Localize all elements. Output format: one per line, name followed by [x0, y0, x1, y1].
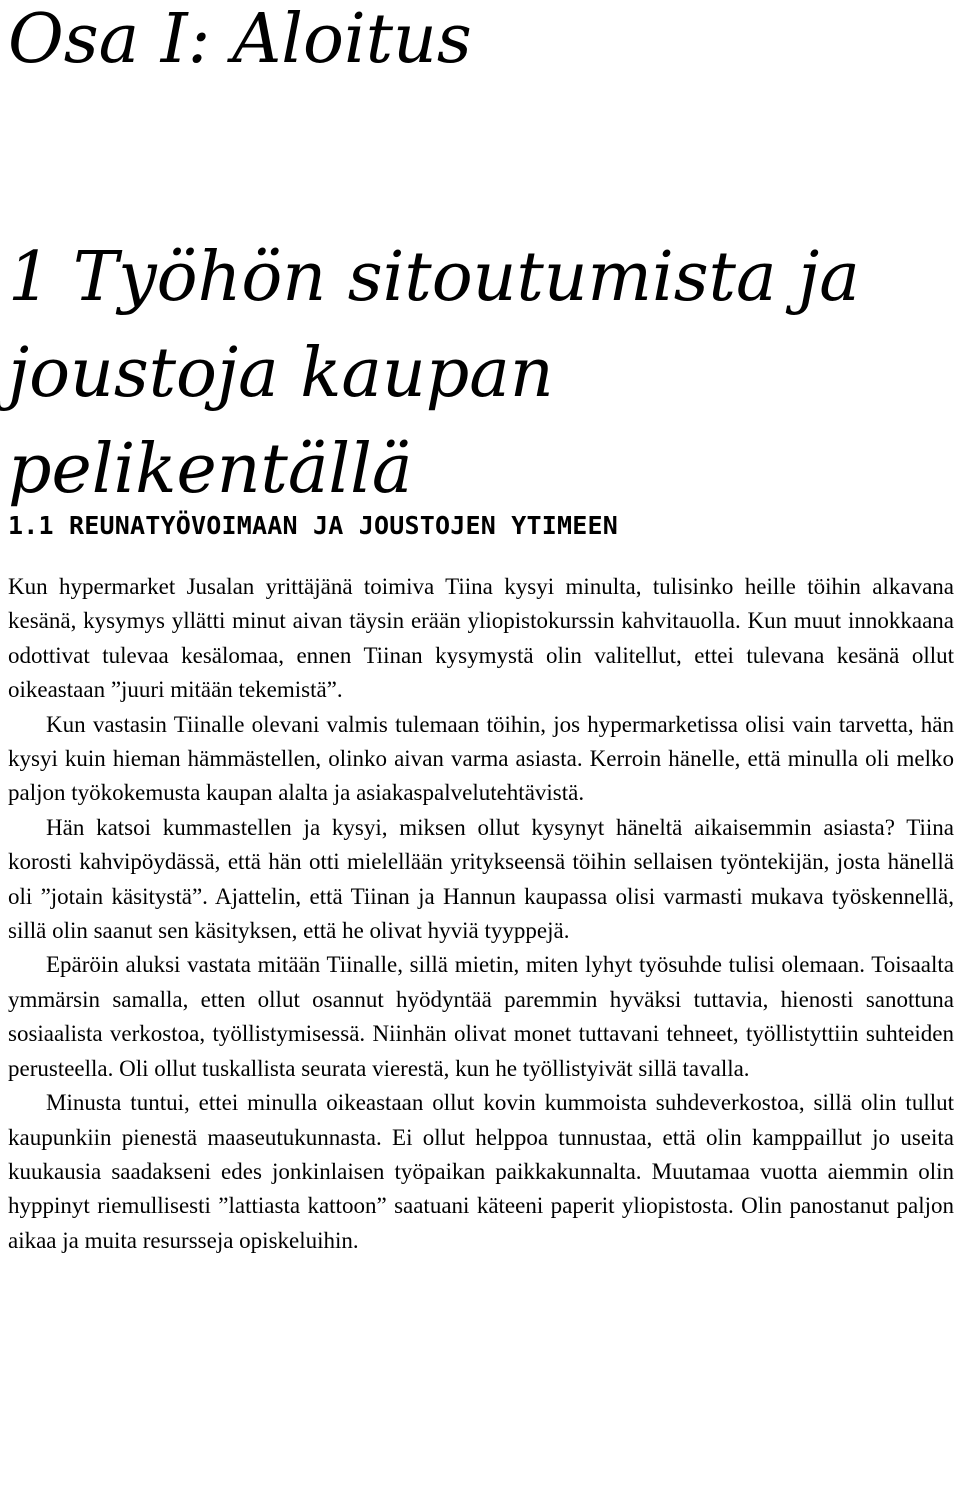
paragraph-5: Minusta tuntui, ettei minulla oikeastaan ollut kovin kummoista suhdeverkostoa, sillä olin tullut kaupunkiin pienestä maaseutukunnasta. Ei ollut helppoa tunnustaa, että olin kamppaillut jo useita kuukausia saadakseni edes jonkinlaisen työpaikan paikkakunnalta. Muutamaa vuotta aiemmin olin hyppinyt riemullisesti ”lattiasta kattoon” saatuani käteeni paperit yliopistosta. Olin panostanut paljon aikaa ja muita resursseja opiskeluihin. [8, 1090, 954, 1253]
chapter-title [8, 230, 954, 508]
body-text [8, 570, 954, 1258]
section-title: 1.1 REUNATYÖVOIMAAN JA JOUSTOJEN YTIMEEN [8, 511, 619, 540]
document-page [8, 0, 954, 1258]
chapter-title-line-1: 1 Työhön sitoutumista ja [8, 238, 860, 317]
paragraph-1: Kun hypermarket Jusalan yrittäjänä toimiva Tiina kysyi minulta, tulisinko heille töihin alkavana kesänä, kysymys yllätti minut aivan täysin erään yliopistokurssin kahvitauolla. Kun muut innokkaana odottivat tulevaa kesälomaa, ennen Tiinan kysymystä olin valitellut, ettei tulevana kesänä ollut oikeastaan ”juuri mitään tekemistä”. [8, 574, 954, 703]
paragraph-3: Hän katsoi kummastellen ja kysyi, miksen ollut kysynyt häneltä aikaisemmin asiasta? Tiina korosti kahvipöydässä, että hän otti mielellään yritykseensä töihin sellaisen työntekijän, josta hänellä oli ”jotain käsitystä”. Ajattelin, että Tiinan ja Hannun kaupassa olisi varmasti mukava työskennellä, sillä olin saanut sen käsityksen, että he olivat hyviä tyyppejä. [8, 814, 954, 944]
chapter-title-line-2: joustoja kaupan pelikentällä [8, 334, 554, 509]
paragraph-2: Kun vastasin Tiinalle olevani valmis tulemaan töihin, jos hypermarketissa olisi vain tarvetta, hän kysyi kuin hieman hämmästellen, olinko aivan varma asiasta. Kerroin hänelle, että minulla oli melko paljon työkokemusta kaupan alalta ja asiakaspalvelutehtävistä. [8, 711, 954, 806]
part-title: Osa I: Aloitus [8, 0, 472, 79]
paragraph-4: Epäröin aluksi vastata mitään Tiinalle, sillä mietin, miten lyhyt työsuhde tulisi olemaan. Toisaalta ymmärsin samalla, etten ollut osannut hyödyntää paremmin hyväksi tuttavia, hienosti sanottuna sosiaalista verkostoa, työllistymisessä. Niinhän olivat monet tuttavani tehneet, työllistyttiin suhteiden perusteella. Oli ollut tuskallista seurata vierestä, kun he työllistyivät sillä tavalla. [8, 952, 954, 1081]
